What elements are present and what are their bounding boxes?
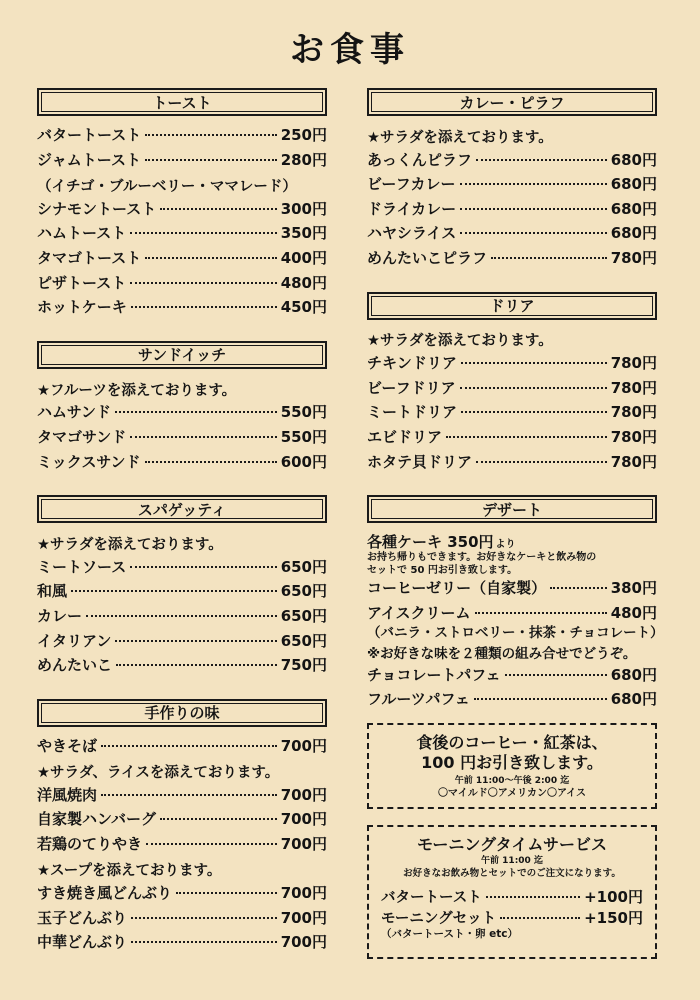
after-meal-discount-box: [367, 723, 657, 809]
item-name: ビーフドリア: [367, 378, 456, 397]
leader-dots: [460, 232, 606, 234]
homemade-note-salad-rice: ★サラダ、ライスを添えております。: [37, 765, 280, 782]
menu-item: [367, 198, 657, 223]
cake-note-2: セットで 50 円お引き致します。: [367, 565, 518, 577]
leader-dots: [145, 461, 277, 463]
sandwich-heading: サンドイッチ: [41, 345, 323, 365]
menu-item: [381, 886, 643, 907]
menu-item: [37, 272, 327, 297]
item-name: 自家製ハンバーグ: [37, 810, 156, 829]
menu-item: [367, 602, 657, 622]
leader-dots: [160, 818, 277, 820]
discount-options: 〇マイルド〇アメリカン〇アイス: [437, 787, 587, 799]
menu-item: [37, 808, 327, 833]
item-name: イタリアン: [37, 631, 112, 650]
leader-dots: [550, 587, 607, 589]
morning-heading: モーニングタイムサービス: [416, 834, 608, 854]
item-name: ピザトースト: [37, 273, 127, 292]
leader-dots: [491, 257, 607, 259]
menu-item: [367, 688, 657, 713]
leader-dots: [474, 698, 607, 700]
leader-dots: [116, 664, 277, 666]
leader-dots: [145, 257, 276, 259]
cake-suffix: より: [495, 539, 516, 551]
leader-dots: [500, 917, 580, 919]
menu-item: [367, 426, 657, 451]
item-price: 650円: [280, 582, 327, 601]
leader-dots: [115, 640, 276, 642]
leader-dots: [475, 612, 607, 614]
doria-heading: ドリア: [371, 296, 653, 316]
item-price: 700円: [280, 736, 327, 755]
leader-dots: [101, 794, 277, 796]
menu-item: [367, 577, 657, 602]
item-name: タマゴトースト: [37, 248, 142, 267]
item-name: コーヒーゼリー（自家製）: [367, 579, 547, 598]
item-name: ホットケーキ: [37, 298, 127, 317]
item-name: フルーツパフェ: [367, 690, 470, 709]
menu-item: [367, 451, 657, 476]
item-name: めんたいこピラフ: [367, 248, 488, 267]
leader-dots: [86, 615, 277, 617]
menu-item: [37, 556, 327, 581]
item-price: 780円: [610, 403, 657, 422]
menu-item: [37, 630, 327, 655]
leader-dots: [131, 941, 277, 943]
leader-dots: [71, 590, 277, 592]
item-price: 680円: [610, 690, 657, 709]
menu-item: [37, 833, 327, 858]
ice-note: ※お好きな味を２種類の組み合せでどうぞ。: [367, 645, 637, 662]
leader-dots: [130, 566, 276, 568]
item-name: バタートースト: [37, 126, 142, 144]
item-price: 250円: [280, 126, 327, 144]
item-price: 680円: [610, 199, 657, 218]
item-price: 780円: [610, 378, 657, 397]
item-name: モーニングセット: [381, 910, 497, 927]
menu-item: [37, 654, 327, 679]
menu-item: [37, 401, 327, 426]
item-name: カレー: [37, 606, 83, 625]
item-price: 380円: [610, 579, 657, 598]
item-price: 600円: [280, 452, 327, 471]
leader-dots: [461, 411, 607, 413]
leader-dots: [461, 362, 607, 364]
item-name: ドライカレー: [367, 199, 457, 218]
leader-dots: [115, 411, 277, 413]
leader-dots: [146, 843, 277, 845]
curry-note: ★サラダを添えております。: [367, 129, 553, 146]
item-name: エビドリア: [367, 427, 443, 446]
sandwich-heading-frame: [37, 341, 327, 369]
item-name: すき焼き風どんぶり: [37, 884, 173, 903]
leader-dots: [160, 208, 276, 210]
item-name: めんたいこ: [37, 656, 113, 675]
menu-item: [367, 247, 657, 272]
morning-set-detail: （バタートースト・卵 etc）: [381, 927, 518, 940]
item-price: 650円: [280, 557, 327, 576]
leader-dots: [486, 896, 580, 898]
item-price: 700円: [280, 884, 327, 903]
menu-item: [37, 784, 327, 809]
spaghetti-note: ★サラダを添えております。: [37, 536, 223, 553]
leader-dots: [130, 232, 276, 234]
item-name: ハムサンド: [37, 403, 111, 422]
leader-dots: [476, 461, 607, 463]
menu-item: [37, 882, 327, 907]
item-price: 750円: [280, 656, 327, 675]
menu-item: [367, 222, 657, 247]
item-price: 780円: [610, 354, 657, 373]
menu-item: [37, 149, 327, 174]
menu-item: [37, 124, 327, 149]
cake-line: [367, 531, 657, 551]
leader-dots: [460, 208, 607, 210]
item-name: やきそば: [37, 736, 98, 755]
menu-item: [37, 296, 327, 321]
menu-item: [37, 222, 327, 247]
jam-flavors-note: （イチゴ・ブルーベリー・ママレード）: [37, 178, 297, 195]
item-price: 400円: [280, 248, 327, 267]
leader-dots: [130, 436, 276, 438]
curry-heading-frame: [367, 88, 657, 116]
menu-item: [37, 605, 327, 630]
toast-heading-frame: [37, 88, 327, 116]
item-price: 650円: [280, 631, 327, 650]
menu-item: [37, 198, 327, 223]
item-name: あっくんピラフ: [367, 150, 472, 169]
morning-hours: 午前 11:00 迄: [481, 855, 543, 866]
item-name: 和風: [37, 582, 68, 601]
item-price: 780円: [610, 248, 657, 267]
item-price: 780円: [610, 427, 657, 446]
left-column: [37, 88, 327, 956]
doria-heading-frame: [367, 292, 657, 320]
item-price: 280円: [280, 150, 327, 169]
toast-heading: トースト: [41, 92, 323, 112]
dessert-heading-frame: [367, 495, 657, 523]
leader-dots: [446, 436, 607, 438]
leader-dots: [131, 306, 277, 308]
menu-item: [37, 931, 327, 956]
leader-dots: [476, 159, 607, 161]
leader-dots: [460, 183, 607, 185]
right-column: [367, 88, 664, 959]
item-name: シナモントースト: [37, 199, 157, 218]
item-name: ハムトースト: [37, 224, 127, 243]
cake-note-1: お持ち帰りもできます。お好きなケーキと飲み物の: [367, 552, 597, 564]
menu-item: [37, 426, 327, 451]
leader-dots: [505, 674, 607, 676]
item-name: ジャムトースト: [37, 150, 141, 169]
discount-line-1: 食後のコーヒー・紅茶は、: [416, 732, 608, 752]
menu-item: [367, 377, 657, 402]
item-price: 300円: [280, 199, 327, 218]
menu-item: [367, 401, 657, 426]
item-name: ミートドリア: [367, 403, 458, 422]
item-name: チキンドリア: [367, 354, 457, 373]
spaghetti-heading-frame: [37, 495, 327, 523]
menu-item: [37, 451, 327, 476]
item-price: 480円: [610, 603, 657, 622]
item-price: +100円: [584, 887, 643, 906]
item-price: 700円: [280, 785, 327, 804]
item-name: 洋風焼肉: [37, 785, 98, 804]
homemade-heading: 手作りの味: [41, 703, 323, 723]
cake-label: 各種ケーキ 350円: [367, 533, 494, 552]
leader-dots: [101, 745, 277, 747]
menu-item: [37, 247, 327, 272]
menu-item: [367, 173, 657, 198]
leader-dots: [145, 159, 277, 161]
item-price: 550円: [280, 427, 327, 446]
leader-dots: [176, 892, 277, 894]
item-name: ホタテ貝ドリア: [367, 452, 473, 471]
ice-flavors: （バニラ・ストロベリー・抹茶・チョコレート）: [367, 624, 664, 641]
item-name: ミートソース: [37, 557, 127, 576]
item-name: 中華どんぶり: [37, 933, 128, 952]
item-price: 450円: [280, 298, 327, 317]
discount-line-2: 100 円お引き致します。: [421, 752, 603, 772]
discount-hours: 午前 11:00〜午後 2:00 迄: [454, 775, 570, 786]
item-price: +150円: [584, 908, 643, 927]
item-name: 若鶏のてりやき: [37, 835, 143, 854]
item-name: ビーフカレー: [367, 175, 456, 194]
spaghetti-heading: スパゲッティ: [41, 499, 323, 519]
item-price: 680円: [610, 665, 657, 684]
item-price: 680円: [610, 224, 657, 243]
menu-item: [37, 735, 327, 760]
menu-item: [37, 907, 327, 932]
item-price: 350円: [280, 224, 327, 243]
item-price: 480円: [280, 273, 327, 292]
item-price: 700円: [280, 835, 327, 854]
morning-service-box: [367, 825, 657, 959]
menu-item: [367, 352, 657, 377]
item-name: タマゴサンド: [37, 427, 127, 446]
menu-item: [381, 907, 643, 928]
item-price: 700円: [280, 810, 327, 829]
menu-item: [37, 580, 327, 605]
leader-dots: [460, 387, 607, 389]
page-title: お食事: [290, 30, 410, 70]
item-name: ハヤシライス: [367, 224, 457, 243]
item-price: 700円: [280, 908, 327, 927]
morning-note: お好きなお飲み物とセットでのご注文になります。: [403, 867, 621, 879]
item-price: 650円: [280, 606, 327, 625]
item-name: 玉子どんぶり: [37, 908, 128, 927]
doria-note: ★サラダを添えております。: [367, 333, 553, 350]
sandwich-note: ★フルーツを添えております。: [37, 382, 237, 399]
curry-heading: カレー・ピラフ: [371, 92, 653, 112]
leader-dots: [130, 282, 276, 284]
item-price: 680円: [610, 175, 657, 194]
item-price: 780円: [610, 452, 657, 471]
leader-dots: [131, 917, 277, 919]
leader-dots: [145, 134, 276, 136]
homemade-note-soup: ★スープを添えております。: [37, 863, 222, 880]
menu-item: [367, 149, 657, 174]
item-name: ミックスサンド: [37, 452, 141, 471]
menu-item: [367, 664, 657, 689]
item-price: 680円: [610, 150, 657, 169]
item-name: アイスクリーム: [367, 603, 471, 622]
item-name: チョコレートパフェ: [367, 665, 501, 684]
item-price: 700円: [280, 933, 327, 952]
homemade-heading-frame: [37, 699, 327, 727]
item-name: バタートースト: [381, 889, 482, 906]
dessert-heading: デザート: [371, 499, 653, 519]
item-price: 550円: [280, 403, 327, 422]
